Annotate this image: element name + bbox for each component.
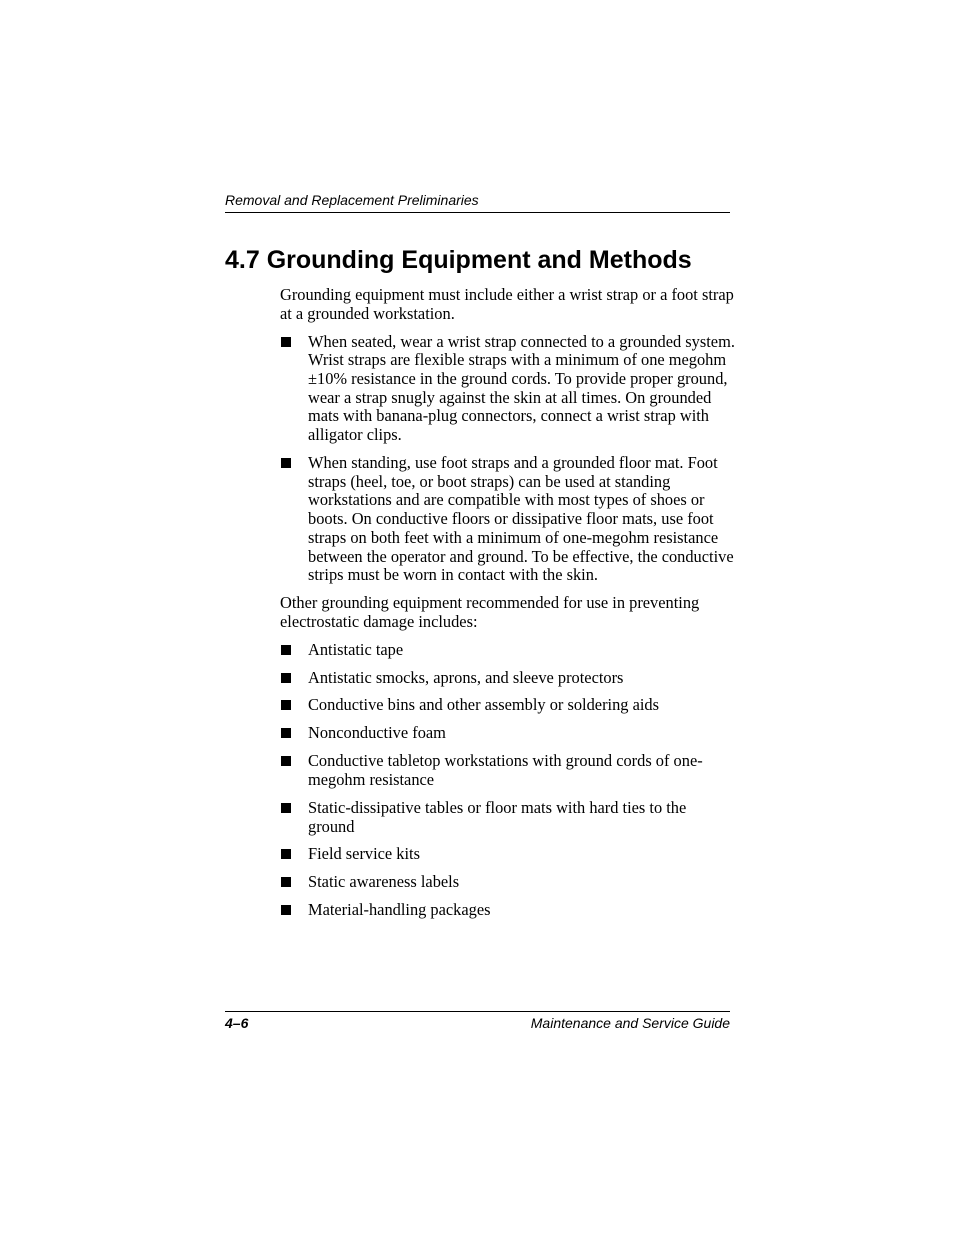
square-bullet-icon [281,458,291,468]
square-bullet-icon [281,673,291,683]
list-item-text: When standing, use foot straps and a grounded floor mat. Foot straps (heel, toe, or boot straps) can be used at standing workstations and are compatible with most types of shoes or boots. On conductive floors or dissipative floor mats, use foot straps on both feet with a minimum of one-megohm resistance between the operator and ground. To be effective, the conductive strips must be worn in contact with the skin. [308,453,734,585]
list-item-text: Field service kits [308,844,420,864]
list-item-text: Antistatic smocks, aprons, and sleeve protectors [308,667,624,687]
list-item-text: Material-handling packages [308,900,491,920]
list-item [280,752,735,789]
square-bullet-icon [281,849,291,859]
square-bullet-icon [281,645,291,655]
list-item-text: Nonconductive foam [308,723,446,743]
square-bullet-icon [281,803,291,813]
list-item [280,641,735,660]
list-item [280,799,735,836]
running-footer [225,1011,730,1032]
square-bullet-icon [281,877,291,887]
list-item-text: Static-dissipative tables or floor mats with hard ties to the ground [308,797,687,836]
page-number: 4–6 [225,1015,249,1031]
square-bullet-icon [281,337,291,347]
list-item [280,333,735,445]
list-item [280,669,735,688]
list-item [280,696,735,715]
section-title: 4.7 Grounding Equipment and Methods [225,246,692,274]
list-item [280,845,735,864]
square-bullet-icon [281,728,291,738]
list-item-text: Conductive bins and other assembly or soldering aids [308,695,659,715]
guide-title: Maintenance and Service Guide [530,1015,730,1031]
list-item-text: Antistatic tape [308,639,404,659]
strap-bullet-list [280,333,735,585]
list-item [280,454,735,585]
list-item-text: Static awareness labels [308,872,460,892]
list-item [280,873,735,892]
equipment-bullet-list [280,641,735,920]
list-item-text: Conductive tabletop workstations with ground cords of one-megohm resistance [308,751,703,789]
body-content [280,286,735,929]
square-bullet-icon [281,700,291,710]
running-header: Removal and Replacement Preliminaries [225,191,730,213]
square-bullet-icon [281,905,291,915]
list-item [280,724,735,743]
intro-paragraph: Grounding equipment must include either a wrist strap or a foot strap at a grounded workstation. [280,285,734,323]
list-item-text: When seated, wear a wrist strap connected to a grounded system. Wrist straps are flexible straps with a minimum of one megohm ±10% resistance in the ground cords. To provide proper ground, wear a strap snugly against the skin at all times. On grounded mats with banana-plug connectors, connect a wrist strap with alligator clips. [308,331,735,445]
other-equipment-paragraph: Other grounding equipment recommended for use in preventing electrostatic damage includes: [280,593,700,631]
list-item [280,901,735,920]
square-bullet-icon [281,756,291,766]
